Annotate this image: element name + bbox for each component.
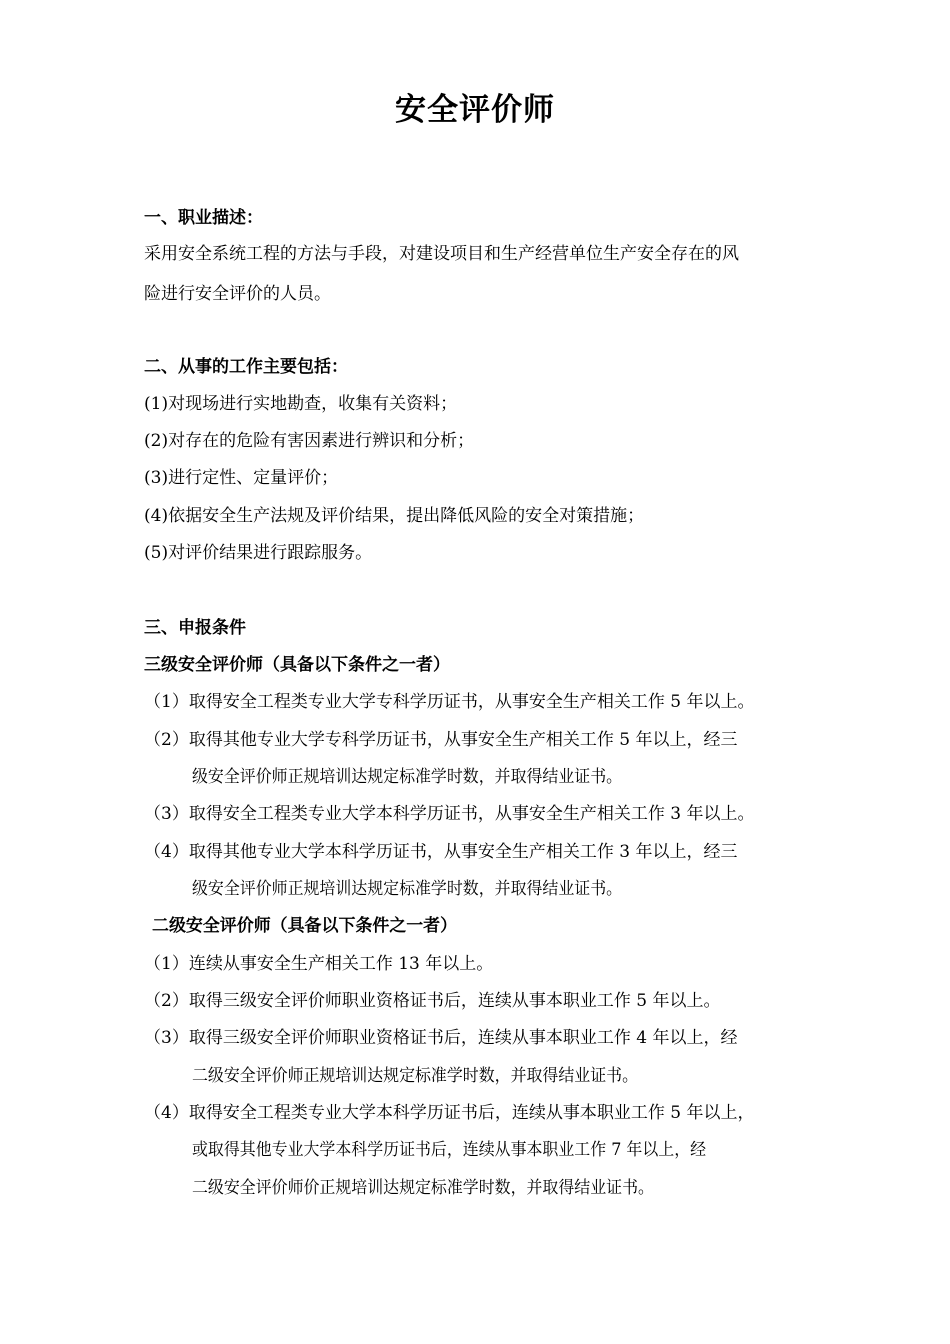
list-item: (2)对存在的危险有害因素进行辨识和分析； — [144, 431, 475, 451]
list-item-continuation: 级安全评价师正规培训达规定标准学时数，并取得结业证书。 — [192, 767, 623, 787]
list-item: （4）取得安全工程类专业大学本科学历证书后，连续从事本职业工作 5 年以上， — [144, 1103, 755, 1123]
list-item: （4）取得其他专业大学本科学历证书，从事安全生产相关工作 3 年以上，经三 — [144, 842, 738, 862]
list-item-continuation: 二级安全评价师价正规培训达规定标准学时数，并取得结业证书。 — [192, 1178, 654, 1198]
list-item: （3）取得三级安全评价师职业资格证书后，连续从事本职业工作 4 年以上，经 — [144, 1028, 738, 1048]
list-item-continuation: 二级安全评价师正规培训达规定标准学时数，并取得结业证书。 — [192, 1066, 639, 1086]
section-heading-requirements: 三、申报条件 — [144, 618, 246, 638]
paragraph-line: 采用安全系统工程的方法与手段，对建设项目和生产经营单位生产安全存在的风 — [144, 244, 739, 264]
list-item-continuation: 级安全评价师正规培训达规定标准学时数，并取得结业证书。 — [192, 879, 623, 899]
paragraph-line: 险进行安全评价的人员。 — [144, 284, 331, 304]
subheading-level2: 二级安全评价师（具备以下条件之一者） — [152, 916, 458, 936]
list-item: （2）取得三级安全评价师职业资格证书后，连续从事本职业工作 5 年以上。 — [144, 991, 721, 1011]
list-item: (4)依据安全生产法规及评价结果，提出降低风险的安全对策措施； — [144, 506, 645, 526]
list-item: (5)对评价结果进行跟踪服务。 — [144, 543, 373, 563]
list-item-continuation: 或取得其他专业大学本科学历证书后，连续从事本职业工作 7 年以上，经 — [192, 1140, 707, 1160]
subheading-level3: 三级安全评价师（具备以下条件之一者） — [144, 655, 450, 675]
list-item: (3)进行定性、定量评价； — [144, 468, 339, 488]
section-heading-main-work: 二、从事的工作主要包括： — [144, 357, 348, 377]
list-item: （1）取得安全工程类专业大学专科学历证书，从事安全生产相关工作 5 年以上。 — [144, 692, 755, 712]
list-item: （3）取得安全工程类专业大学本科学历证书，从事安全生产相关工作 3 年以上。 — [144, 804, 755, 824]
list-item: （1）连续从事安全生产相关工作 13 年以上。 — [144, 954, 494, 974]
section-heading-job-description: 一、职业描述： — [144, 208, 263, 228]
list-item: (1)对现场进行实地勘查，收集有关资料； — [144, 394, 458, 414]
page-title: 安全评价师 — [395, 92, 555, 128]
list-item: （2）取得其他专业大学专科学历证书，从事安全生产相关工作 5 年以上，经三 — [144, 730, 738, 750]
